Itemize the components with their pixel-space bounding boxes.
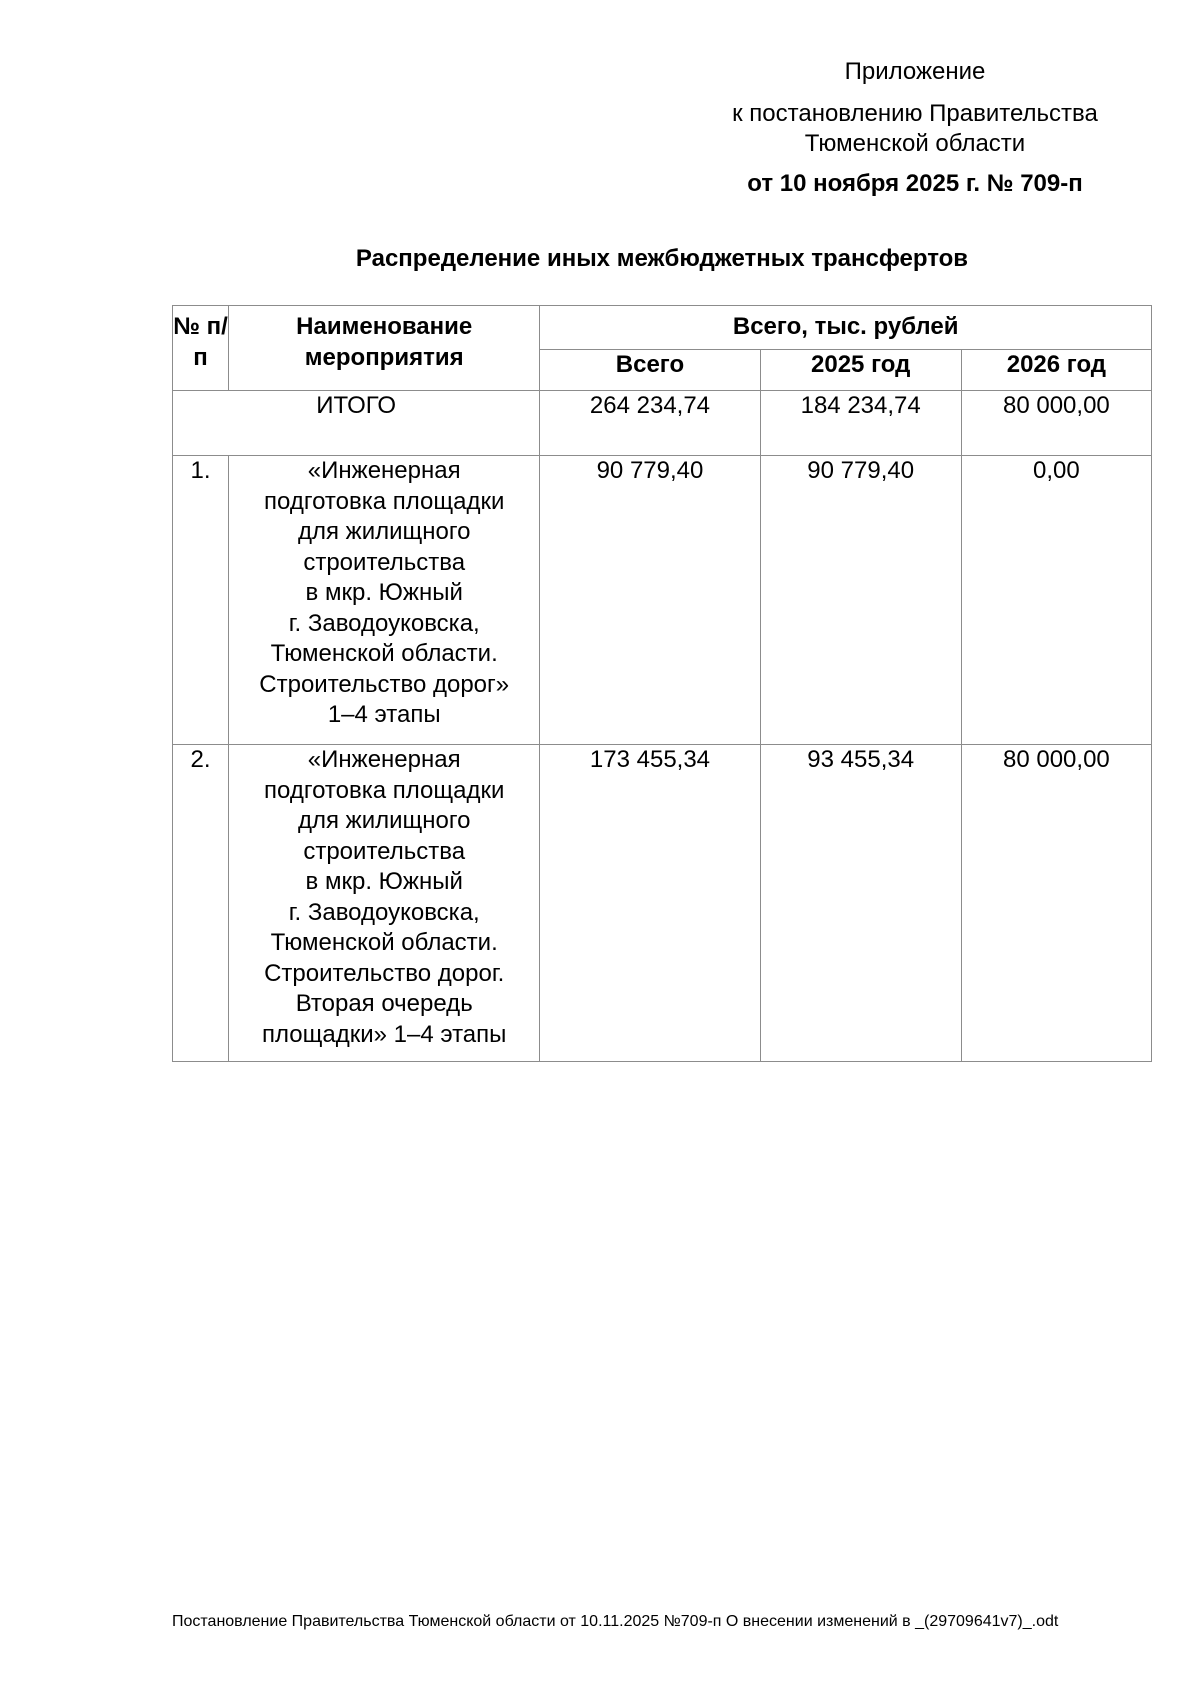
page-footer: Постановление Правительства Тюменской области от 10.11.2025 №709-п О внесении изменений в _(29709641v7)_.odt <box>172 1613 1059 1630</box>
table-row <box>173 745 1152 1062</box>
header-name: Наименование мероприятия <box>229 306 540 391</box>
appendix-label: Приложение <box>844 58 986 85</box>
total-label: ИТОГО <box>173 391 540 456</box>
appendix-reference: к постановлению Правительства <box>732 100 1098 127</box>
row-number: 2. <box>173 745 229 1062</box>
row-2025: 93 455,34 <box>760 745 961 1062</box>
row-number: 1. <box>173 456 229 745</box>
table-total-row <box>173 391 1152 456</box>
header-2025: 2025 год <box>760 350 961 391</box>
total-sum: 264 234,74 <box>540 391 760 456</box>
row-2025: 90 779,40 <box>760 456 961 745</box>
total-2025: 184 234,74 <box>760 391 961 456</box>
table-row <box>173 456 1152 745</box>
row-total: 90 779,40 <box>540 456 760 745</box>
header-2026: 2026 год <box>961 350 1151 391</box>
header-total-group: Всего, тыс. рублей <box>540 306 1152 350</box>
appendix-region: Тюменской области <box>804 130 1026 157</box>
table-header-row <box>173 306 1152 350</box>
header-number: № п/п <box>173 306 229 391</box>
document-title: Распределение иных межбюджетных трансфертов <box>355 245 969 272</box>
row-total: 173 455,34 <box>540 745 760 1062</box>
row-2026: 80 000,00 <box>961 745 1151 1062</box>
row-name: «Инженерная подготовка площадки для жилищного строительства в мкр. Южный г. Заводоуковска, Тюменской области. Строительство дорог. Вторая очередь площадки» 1–4 этапы <box>229 745 540 1062</box>
appendix-date-number: от 10 ноября 2025 г. № 709-п <box>747 170 1083 197</box>
row-2026: 0,00 <box>961 456 1151 745</box>
row-name: «Инженерная подготовка площадки для жилищного строительства в мкр. Южный г. Заводоуковска, Тюменской области. Строительство дорог» 1–4 этапы <box>229 456 540 745</box>
transfers-table <box>172 305 1152 1062</box>
total-2026: 80 000,00 <box>961 391 1151 456</box>
header-total: Всего <box>540 350 760 391</box>
